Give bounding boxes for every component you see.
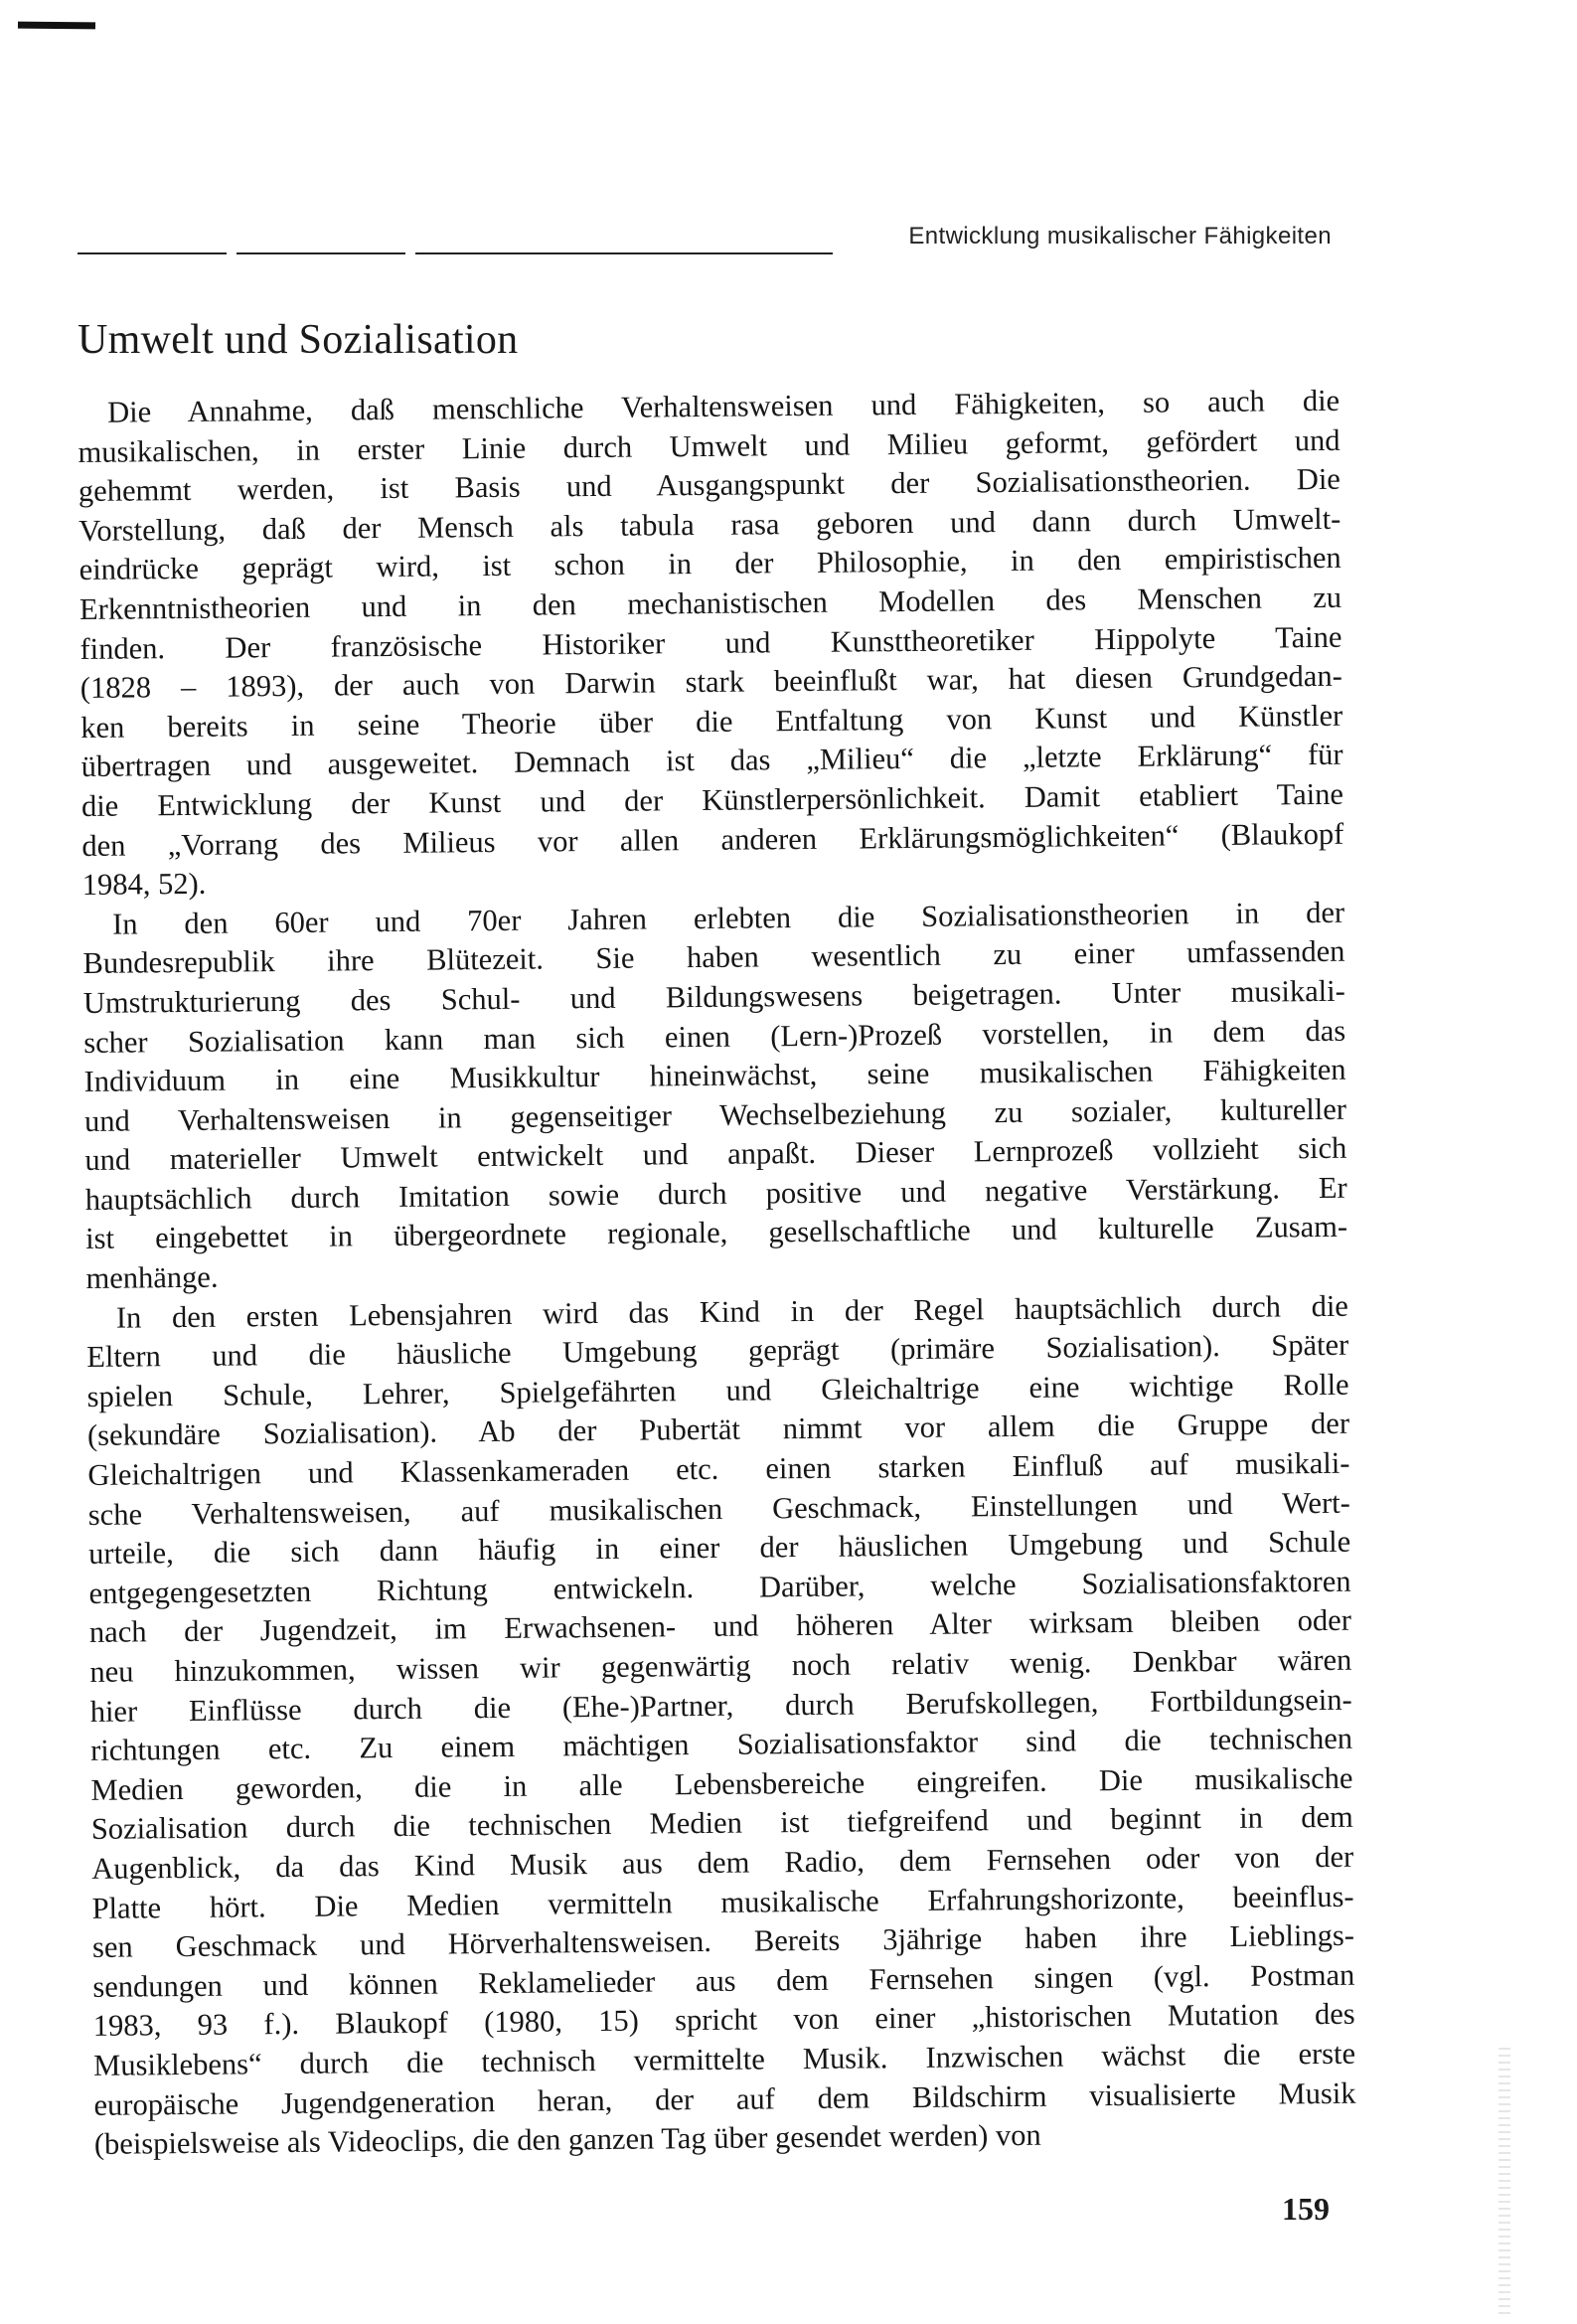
text-line: In den 60er und 70er Jahren erlebten die Sozialisationstheorien in der <box>111 895 1345 941</box>
text-line: sendungen und können Reklamelieder aus dem Fernsehen singen (vgl. Postman <box>92 1957 1355 2004</box>
text-line: menhänge. <box>85 1259 219 1296</box>
scan-edge-artifact <box>1498 2048 1510 2316</box>
text-line: Eltern und die häusliche Umgebung geprägt (primäre Sozialisation). Später <box>86 1328 1349 1375</box>
running-head-text: Entwicklung musikalischer Fähigkeiten <box>908 223 1332 249</box>
text-line: sche Verhaltensweisen, auf musikalischen Geschmack, Einstellungen und Wert- <box>87 1485 1350 1532</box>
scan-corner-mark <box>18 22 95 30</box>
text-line: Individuum in eine Musikkultur hineinwächst, seine musikalischen Fähigkeiten <box>83 1052 1346 1099</box>
text-line: ken bereits in seine Theorie über die Entfaltung von Kunst und Künstler <box>80 698 1343 745</box>
text-line: nach der Jugendzeit, im Erwachsenen- und höheren Alter wirksam bleiben oder <box>88 1603 1352 1650</box>
text-line: eindrücke geprägt wird, ist schon in der Philosophie, in den empiristischen <box>79 541 1341 587</box>
text-line: Die Annahme, daß menschliche Verhaltensweisen und Fähigkeiten, so auch die <box>107 383 1340 429</box>
text-line: übertragen und ausgeweitet. Demnach ist das „Milieu“ die „letzte Erklärung“ für <box>80 738 1343 784</box>
running-head <box>78 223 1332 256</box>
text-line: finden. Der französische Historiker und Kunsttheoretiker Hippolyte Taine <box>79 619 1342 666</box>
text-line: richtungen etc. Zu einem mächtigen Sozialisationsfaktor sind die technischen <box>89 1721 1353 1768</box>
text-line: 1983, 93 f.). Blaukopf (1980, 15) spricht von einer „historischen Mutation des <box>92 1997 1355 2044</box>
text-line: Umstrukturierung des Schul- und Bildungswesens beigetragen. Unter musikali- <box>82 973 1345 1020</box>
text-line: Augenblick, da das Kind Musik aus dem Radio, dem Fernsehen oder von der <box>91 1839 1354 1886</box>
text-line: und Verhaltensweisen in gegenseitiger Wechselbeziehung zu sozialer, kultureller <box>83 1091 1347 1138</box>
text-line: europäische Jugendgeneration heran, der auf dem Bildschirm visualisierte Musik <box>93 2075 1356 2122</box>
paragraph <box>82 894 1348 1299</box>
text-line: (sekundäre Sozialisation). Ab der Pubertät nimmt vor allem die Gruppe der <box>86 1407 1350 1453</box>
text-line: 1984, 52). <box>81 866 207 903</box>
text-line: urteile, die sich dann häufig in einer der häuslichen Umgebung und Schule <box>88 1524 1351 1572</box>
paragraph <box>86 1286 1356 2164</box>
text-line: Vorstellung, daß der Mensch als tabula rasa geboren und dann durch Umwelt- <box>79 501 1341 548</box>
text-line: sen Geschmack und Hörverhaltensweisen. Bereits 3jährige haben ihre Lieblings- <box>91 1917 1355 1965</box>
body-text <box>78 382 1356 2165</box>
text-line: In den ersten Lebensjahren wird das Kind in der Regel hauptsächlich durch die <box>115 1288 1349 1335</box>
text-line: hier Einflüsse durch die (Ehe-)Partner, durch Berufskollegen, Fortbildungsein- <box>89 1682 1352 1729</box>
text-line: Musiklebens“ durch die technisch vermittelte Musik. Inzwischen wächst die erste <box>92 2036 1356 2082</box>
text-line: Bundesrepublik ihre Blütezeit. Sie haben wesentlich zu einer umfassenden <box>82 934 1345 981</box>
text-line: (beispielsweise als Videoclips, die den ganzen Tag über gesendet werden) von <box>93 2117 1041 2162</box>
text-line: (1828 – 1893), der auch von Darwin stark beeinflußt war, hat diesen Grundgedan- <box>79 658 1342 706</box>
header-rule <box>78 252 227 254</box>
text-line: musikalischen, in erster Linie durch Umwelt und Milieu geformt, gefördert und <box>78 422 1340 469</box>
paragraph <box>78 382 1344 906</box>
text-line: spielen Schule, Lehrer, Spielgefährten und Gleichaltrige eine wichtige Rolle <box>86 1367 1349 1413</box>
text-line: die Entwicklung der Kunst und der Künstlerpersönlichkeit. Damit etabliert Taine <box>80 776 1344 823</box>
text-line: ist eingebettet in übergeordnete regionale, gesellschaftliche und kulturelle Zusam- <box>85 1210 1348 1256</box>
text-line: Gleichaltrigen und Klassenkameraden etc. einen starken Einfluß auf musikali- <box>87 1445 1350 1492</box>
text-line: entgegengesetzten Richtung entwickeln. Darüber, welche Sozialisationsfaktoren <box>88 1564 1351 1610</box>
text-line: den „Vorrang des Milieus vor allen anderen Erklärungsmöglichkeiten“ (Blaukopf <box>81 816 1344 863</box>
header-rule <box>415 252 833 254</box>
text-line: hauptsächlich durch Imitation sowie durch positive und negative Verstärkung. Er <box>84 1170 1347 1217</box>
text-line: Erkenntnistheorien und in den mechanistischen Modellen des Menschen zu <box>79 580 1342 626</box>
section-title: Umwelt und Sozialisation <box>78 317 519 363</box>
text-line: gehemmt werden, ist Basis und Ausgangspunkt der Sozialisationstheorien. Die <box>78 461 1341 509</box>
text-line: neu hinzukommen, wissen wir gegenwärtig noch relativ wenig. Denkbar wären <box>89 1642 1352 1689</box>
text-line: Sozialisation durch die technischen Medien ist tiefgreifend und beginnt in dem <box>90 1800 1353 1847</box>
text-line: Medien geworden, die in alle Lebensbereiche eingreifen. Die musikalische <box>90 1760 1353 1807</box>
page-number: 159 <box>1282 2191 1330 2227</box>
text-line: Platte hört. Die Medien vermitteln musikalische Erfahrungshorizonte, beeinflus- <box>91 1879 1354 1925</box>
header-rule <box>237 252 405 254</box>
text-line: scher Sozialisation kann man sich einen (Lern-)Prozeß vorstellen, in dem das <box>83 1013 1346 1060</box>
text-line: und materieller Umwelt entwickelt und anpaßt. Dieser Lernprozeß vollzieht sich <box>84 1131 1347 1178</box>
